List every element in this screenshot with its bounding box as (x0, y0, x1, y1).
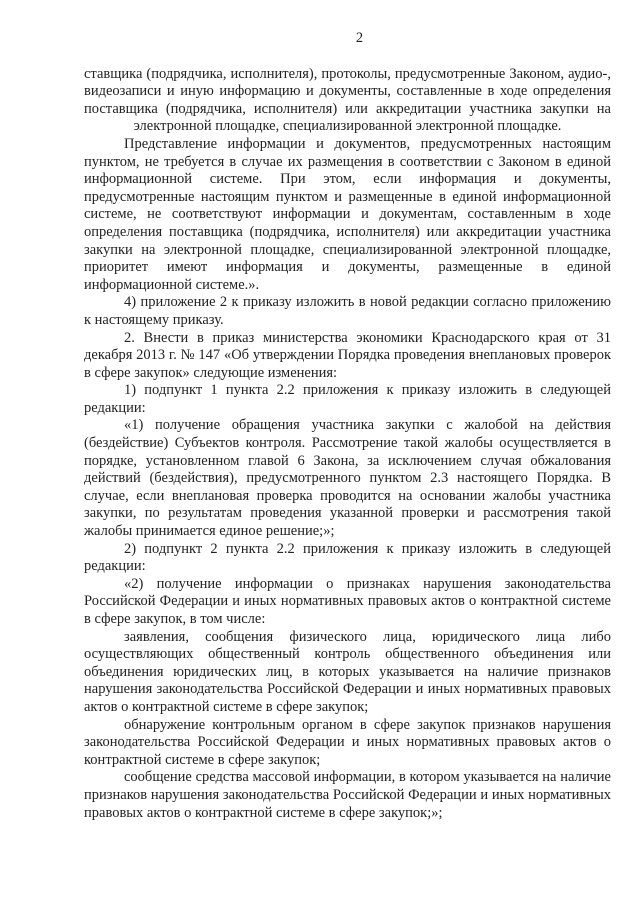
paragraph: сообщение средства массовой информации, в котором указывается на наличие признаков нарушения законодательства Российской Федерации и иных нормативных правовых актов о контрактной системе в сфере закупок;»; (84, 769, 611, 821)
paragraph: «2) получение информации о признаках нарушения законодательства Российской Федерации и иных нормативных правовых актов о контрактной системе в сфере закупок, в том числе: (84, 575, 611, 627)
paragraph: ставщика (подрядчика, исполнителя), протоколы, предусмотренные Законом, аудио-, видеозаписи и иную информацию и документы, составленные в ходе определения поставщика (подрядчика, исполнителя) или аккредитации участника закупки на электронной площадке, специализированной электронной площадке. (84, 65, 611, 135)
paragraph: 2. Внести в приказ министерства экономики Краснодарского края от 31 декабря 2013 г. № 147 «Об утверждении Порядка проведения внеплановых проверок в сфере закупок» следующие изменения: (84, 329, 611, 381)
paragraph: Представление информации и документов, предусмотренных настоящим пунктом, не требуется в случае их размещения в соответствии с Законом в единой информационной системе. При этом, если информация и документы, предусмотренные настоящим пунктом и размещенные в единой информационной системе, не соответствуют информации и документам, составленным в ходе определения поставщика (подрядчика, исполнителя) или аккредитации участника закупки на электронной площадке, специализированной электронной площадке, приоритет имеют информация и документы, размещенные в единой информационной системе.». (84, 135, 611, 293)
paragraph: «1) получение обращения участника закупки с жалобой на действия (бездействие) Субъектов контроля. Рассмотрение такой жалобы осуществляется в порядке, установленном главой 6 Закона, за исключением случая обжалования действий (бездействия), предусмотренного пунктом 2.3 настоящего Порядка. В случае, если внеплановая проверка проводится на основании жалобы участника закупки, по результатам проведения указанной проверки и рассмотрения такой жалобы принимается единое решение;»; (84, 417, 611, 540)
paragraph: заявления, сообщения физического лица, юридического лица либо осуществляющих общественный контроль общественного объединения или объединения юридических лиц, в которых указывается на наличие признаков нарушения законодательства Российской Федерации и иных нормативных правовых актов о контрактной системе в сфере закупок; (84, 628, 611, 715)
paragraph: 4) приложение 2 к приказу изложить в новой редакции согласно приложению к настоящему приказу. (84, 294, 611, 328)
paragraph: 2) подпункт 2 пункта 2.2 приложения к приказу изложить в следующей редакции: (84, 540, 611, 575)
paragraph: обнаружение контрольным органом в сфере закупок признаков нарушения законодательства Российской Федерации и иных нормативных правовых актов о контрактной системе в сфере закупок; (84, 716, 611, 768)
document-body (84, 66, 611, 823)
page-number: 2 (355, 30, 364, 46)
paragraph: 1) подпункт 1 пункта 2.2 приложения к приказу изложить в следующей редакции: (84, 382, 611, 416)
